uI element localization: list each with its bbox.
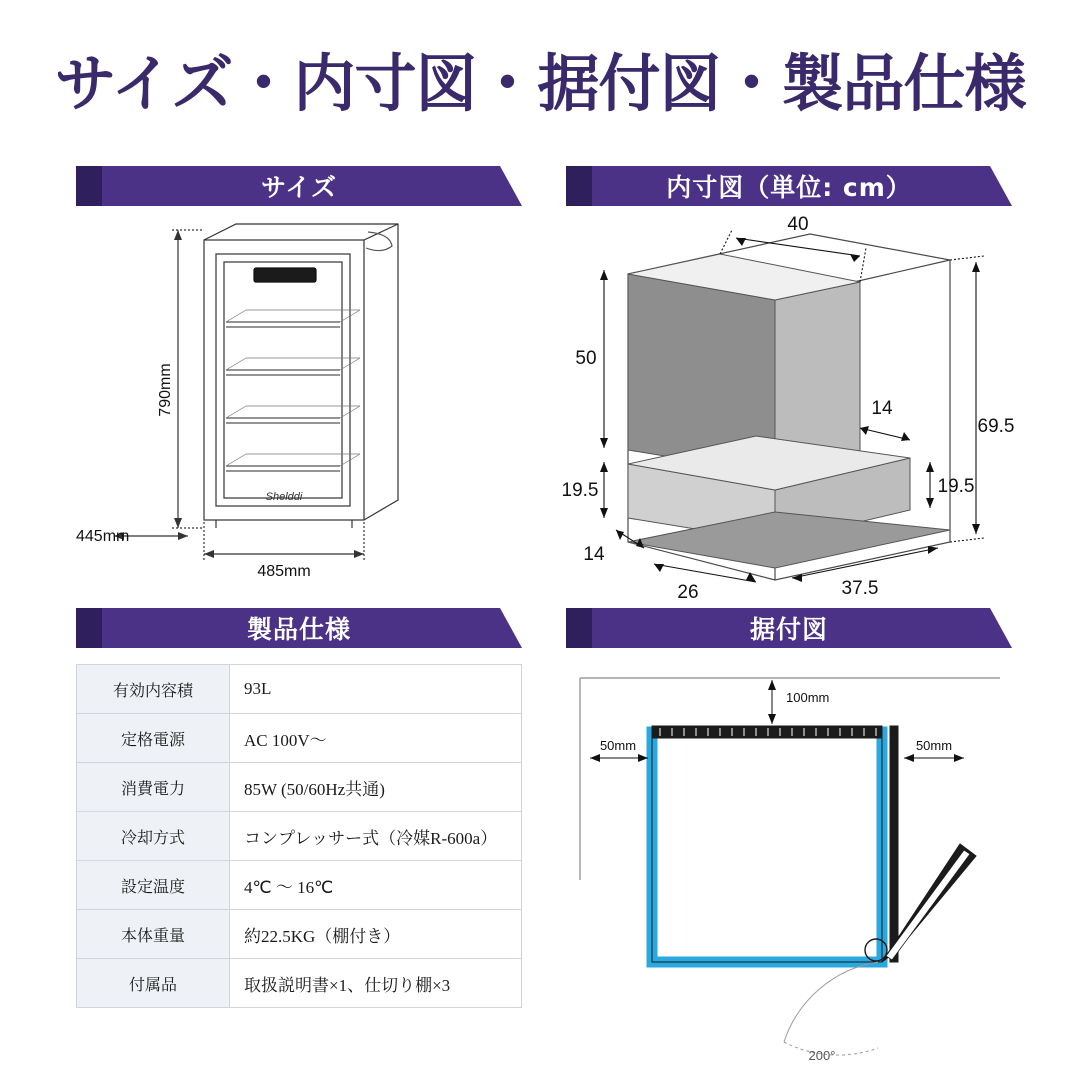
- size-width-label: 485mm: [257, 563, 311, 580]
- spec-value: 93L: [230, 665, 522, 714]
- header-right-notch: [990, 166, 1012, 206]
- spec-key: 本体重量: [77, 910, 230, 959]
- section-header-inner-label: 内寸図（単位: cm）: [666, 173, 912, 202]
- table-row: [77, 714, 522, 763]
- header-left-tab: [76, 608, 102, 648]
- spec-value: 取扱説明書×1、仕切り棚×3: [230, 959, 522, 1008]
- spec-table: [76, 664, 522, 1008]
- table-row: [77, 959, 522, 1008]
- size-depth-label: 445mm: [76, 528, 130, 545]
- inner-bottom-front-label: 26: [677, 582, 699, 602]
- inner-dimension-diagram: [560, 212, 1020, 602]
- header-left-tab: [76, 166, 102, 206]
- section-header-spec: [76, 608, 522, 648]
- inner-upper-height-label: 50: [575, 348, 597, 369]
- spec-key: 消費電力: [77, 763, 230, 812]
- header-left-tab: [566, 166, 592, 206]
- setup-left-clearance-label: 50mm: [599, 738, 637, 753]
- inner-bottom-width-label: 37.5: [841, 578, 879, 599]
- section-header-size: [76, 166, 522, 206]
- table-row: [77, 665, 522, 714]
- size-diagram: [76, 210, 526, 600]
- spec-key: 付属品: [77, 959, 230, 1008]
- header-right-notch: [500, 608, 522, 648]
- table-row: [77, 861, 522, 910]
- inner-shelf-depth-label: 14: [871, 398, 893, 419]
- size-height-label: 790mm: [157, 363, 174, 417]
- spec-value: 約22.5KG（棚付き）: [230, 910, 522, 959]
- header-right-notch: [500, 166, 522, 206]
- section-header-setup: [566, 608, 1012, 648]
- section-header-inner: [566, 166, 1012, 206]
- spec-key: 冷却方式: [77, 812, 230, 861]
- inner-top-width-label: 40: [787, 214, 809, 235]
- inner-lower-height-right-label: 19.5: [937, 476, 975, 497]
- spec-value: コンプレッサー式（冷媒R-600a）: [230, 812, 522, 861]
- inner-bottom-left-depth-label: 14: [583, 544, 605, 565]
- section-header-spec-label: 製品仕様: [246, 615, 351, 644]
- setup-door-angle-label: 200°: [808, 1048, 836, 1063]
- table-row: [77, 763, 522, 812]
- spec-value: 85W (50/60Hz共通): [230, 763, 522, 812]
- setup-right-clearance-label: 50mm: [915, 738, 953, 753]
- table-row: [77, 910, 522, 959]
- spec-key: 定格電源: [77, 714, 230, 763]
- inner-total-height-label: 69.5: [977, 416, 1015, 437]
- header-right-notch: [990, 608, 1012, 648]
- spec-key: 有効内容積: [77, 665, 230, 714]
- inner-lower-height-left-label: 19.5: [561, 480, 599, 501]
- header-left-tab: [566, 608, 592, 648]
- spec-value: AC 100V〜: [230, 714, 522, 763]
- brand-logo-label: Shelddi: [265, 491, 303, 503]
- setup-diagram: [560, 650, 1020, 1070]
- page-title: サイズ・内寸図・据付図・製品仕様: [54, 47, 1026, 120]
- spec-key: 設定温度: [77, 861, 230, 910]
- setup-top-clearance-label: 100mm: [786, 690, 830, 705]
- section-header-size-label: サイズ: [260, 173, 337, 202]
- table-row: [77, 812, 522, 861]
- section-header-setup-label: 据付図: [749, 615, 828, 644]
- spec-value: 4℃ 〜 16℃: [230, 861, 522, 910]
